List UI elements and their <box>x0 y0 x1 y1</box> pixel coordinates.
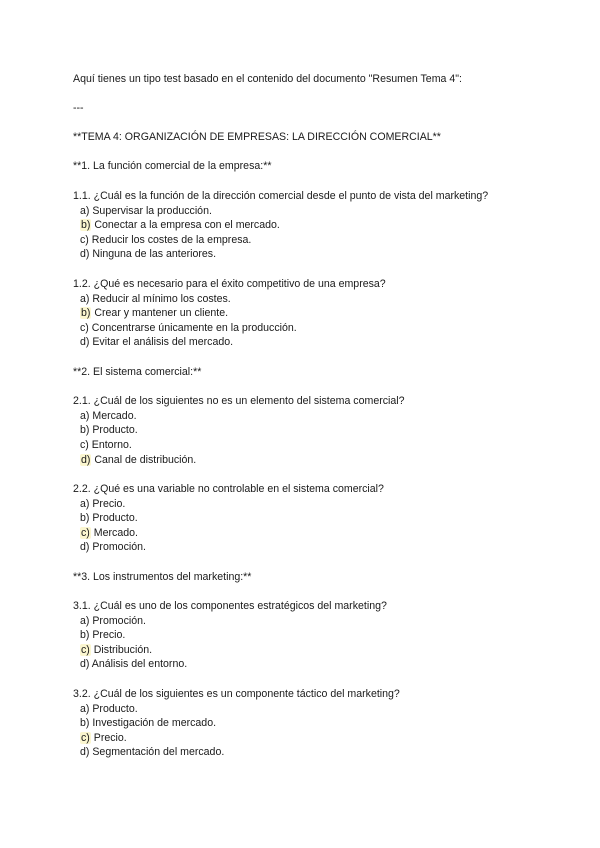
question-text: 1.1. ¿Cuál es la función de la dirección comercial desde el punto de vista del marketing? <box>73 190 489 202</box>
option-letter: b) <box>80 424 90 436</box>
option-letter-highlight: c) <box>81 732 90 744</box>
option-letter: a) <box>80 205 90 217</box>
question-text: 2.2. ¿Qué es una variable no controlable en el sistema comercial? <box>73 483 384 495</box>
answer-option <box>80 439 132 452</box>
answer-option <box>80 746 224 759</box>
answer-option <box>80 703 138 716</box>
option-letter-highlight: c) <box>81 527 90 539</box>
question-text: 1.2. ¿Qué es necesario para el éxito competitivo de una empresa? <box>73 278 386 290</box>
option-letter-highlight: b) <box>81 307 91 319</box>
answer-option <box>80 234 251 247</box>
option-text: Precio. <box>90 732 127 744</box>
option-text: Precio. <box>89 498 126 510</box>
question-text: 2.1. ¿Cuál de los siguientes no es un elemento del sistema comercial? <box>73 395 405 407</box>
answer-option <box>80 322 297 335</box>
answer-option <box>80 424 138 437</box>
question-text: 3.2. ¿Cuál de los siguientes es un componente táctico del marketing? <box>73 688 400 700</box>
option-letter: c) <box>80 234 89 246</box>
answer-option <box>80 336 233 349</box>
option-letter-highlight: c) <box>81 644 90 656</box>
option-text: Supervisar la producción. <box>89 205 212 217</box>
answer-option <box>80 629 125 642</box>
section-heading: **1. La función comercial de la empresa:** <box>73 160 272 172</box>
option-text: Concentrarse únicamente en la producción. <box>88 322 297 334</box>
option-letter: a) <box>80 293 90 305</box>
option-text: Promoción. <box>89 615 146 627</box>
answer-option <box>80 512 138 525</box>
option-text: Reducir los costes de la empresa. <box>88 234 252 246</box>
answer-option <box>80 293 231 306</box>
option-text: Conectar a la empresa con el mercado. <box>91 219 280 231</box>
answer-option <box>80 658 187 671</box>
option-text: Entorno. <box>88 439 132 451</box>
option-letter: d) <box>80 541 90 553</box>
option-text: Ninguna de las anteriores. <box>89 248 217 260</box>
option-text: Precio. <box>89 629 126 641</box>
option-text: Canal de distribución. <box>91 454 197 466</box>
option-text: Mercado. <box>90 527 138 539</box>
intro-text: Aquí tienes un tipo test basado en el contenido del documento "Resumen Tema 4": <box>73 73 462 85</box>
option-letter: a) <box>80 703 90 715</box>
option-text: Análisis del entorno. <box>89 658 188 670</box>
option-text: Producto. <box>89 703 138 715</box>
option-text: Evitar el análisis del mercado. <box>89 336 234 348</box>
option-letter: d) <box>80 336 90 348</box>
answer-option-correct <box>80 527 138 540</box>
answer-option-correct <box>80 732 127 745</box>
option-letter-highlight: b) <box>81 219 91 231</box>
option-letter: a) <box>80 615 90 627</box>
option-letter: c) <box>80 439 89 451</box>
answer-option <box>80 498 125 511</box>
option-letter: b) <box>80 512 90 524</box>
answer-option <box>80 717 216 730</box>
document-title: **TEMA 4: ORGANIZACIÓN DE EMPRESAS: LA DIRECCIÓN COMERCIAL** <box>73 131 441 143</box>
answer-option <box>80 205 212 218</box>
option-text: Crear y mantener un cliente. <box>91 307 229 319</box>
option-text: Investigación de mercado. <box>89 717 217 729</box>
section-heading: **2. El sistema comercial:** <box>73 366 202 378</box>
answer-option <box>80 410 137 423</box>
option-text: Reducir al mínimo los costes. <box>89 293 231 305</box>
answer-option <box>80 541 146 554</box>
option-letter: d) <box>80 746 90 758</box>
option-text: Distribución. <box>90 644 153 656</box>
option-letter: d) <box>80 658 90 670</box>
answer-option-correct <box>80 219 280 232</box>
option-text: Promoción. <box>89 541 146 553</box>
option-letter: b) <box>80 629 90 641</box>
option-text: Producto. <box>89 424 138 436</box>
answer-option-correct <box>80 454 196 467</box>
answer-option <box>80 615 146 628</box>
option-letter: d) <box>80 248 90 260</box>
option-text: Segmentación del mercado. <box>89 746 225 758</box>
question-text: 3.1. ¿Cuál es uno de los componentes estratégicos del marketing? <box>73 600 387 612</box>
answer-option-correct <box>80 307 228 320</box>
answer-option <box>80 248 216 261</box>
option-letter: c) <box>80 322 89 334</box>
option-letter-highlight: d) <box>81 454 91 466</box>
option-text: Mercado. <box>89 410 137 422</box>
option-text: Producto. <box>89 512 138 524</box>
option-letter: a) <box>80 410 90 422</box>
section-heading: **3. Los instrumentos del marketing:** <box>73 571 252 583</box>
answer-option-correct <box>80 644 152 657</box>
option-letter: a) <box>80 498 90 510</box>
option-letter: b) <box>80 717 90 729</box>
separator: --- <box>73 102 84 114</box>
